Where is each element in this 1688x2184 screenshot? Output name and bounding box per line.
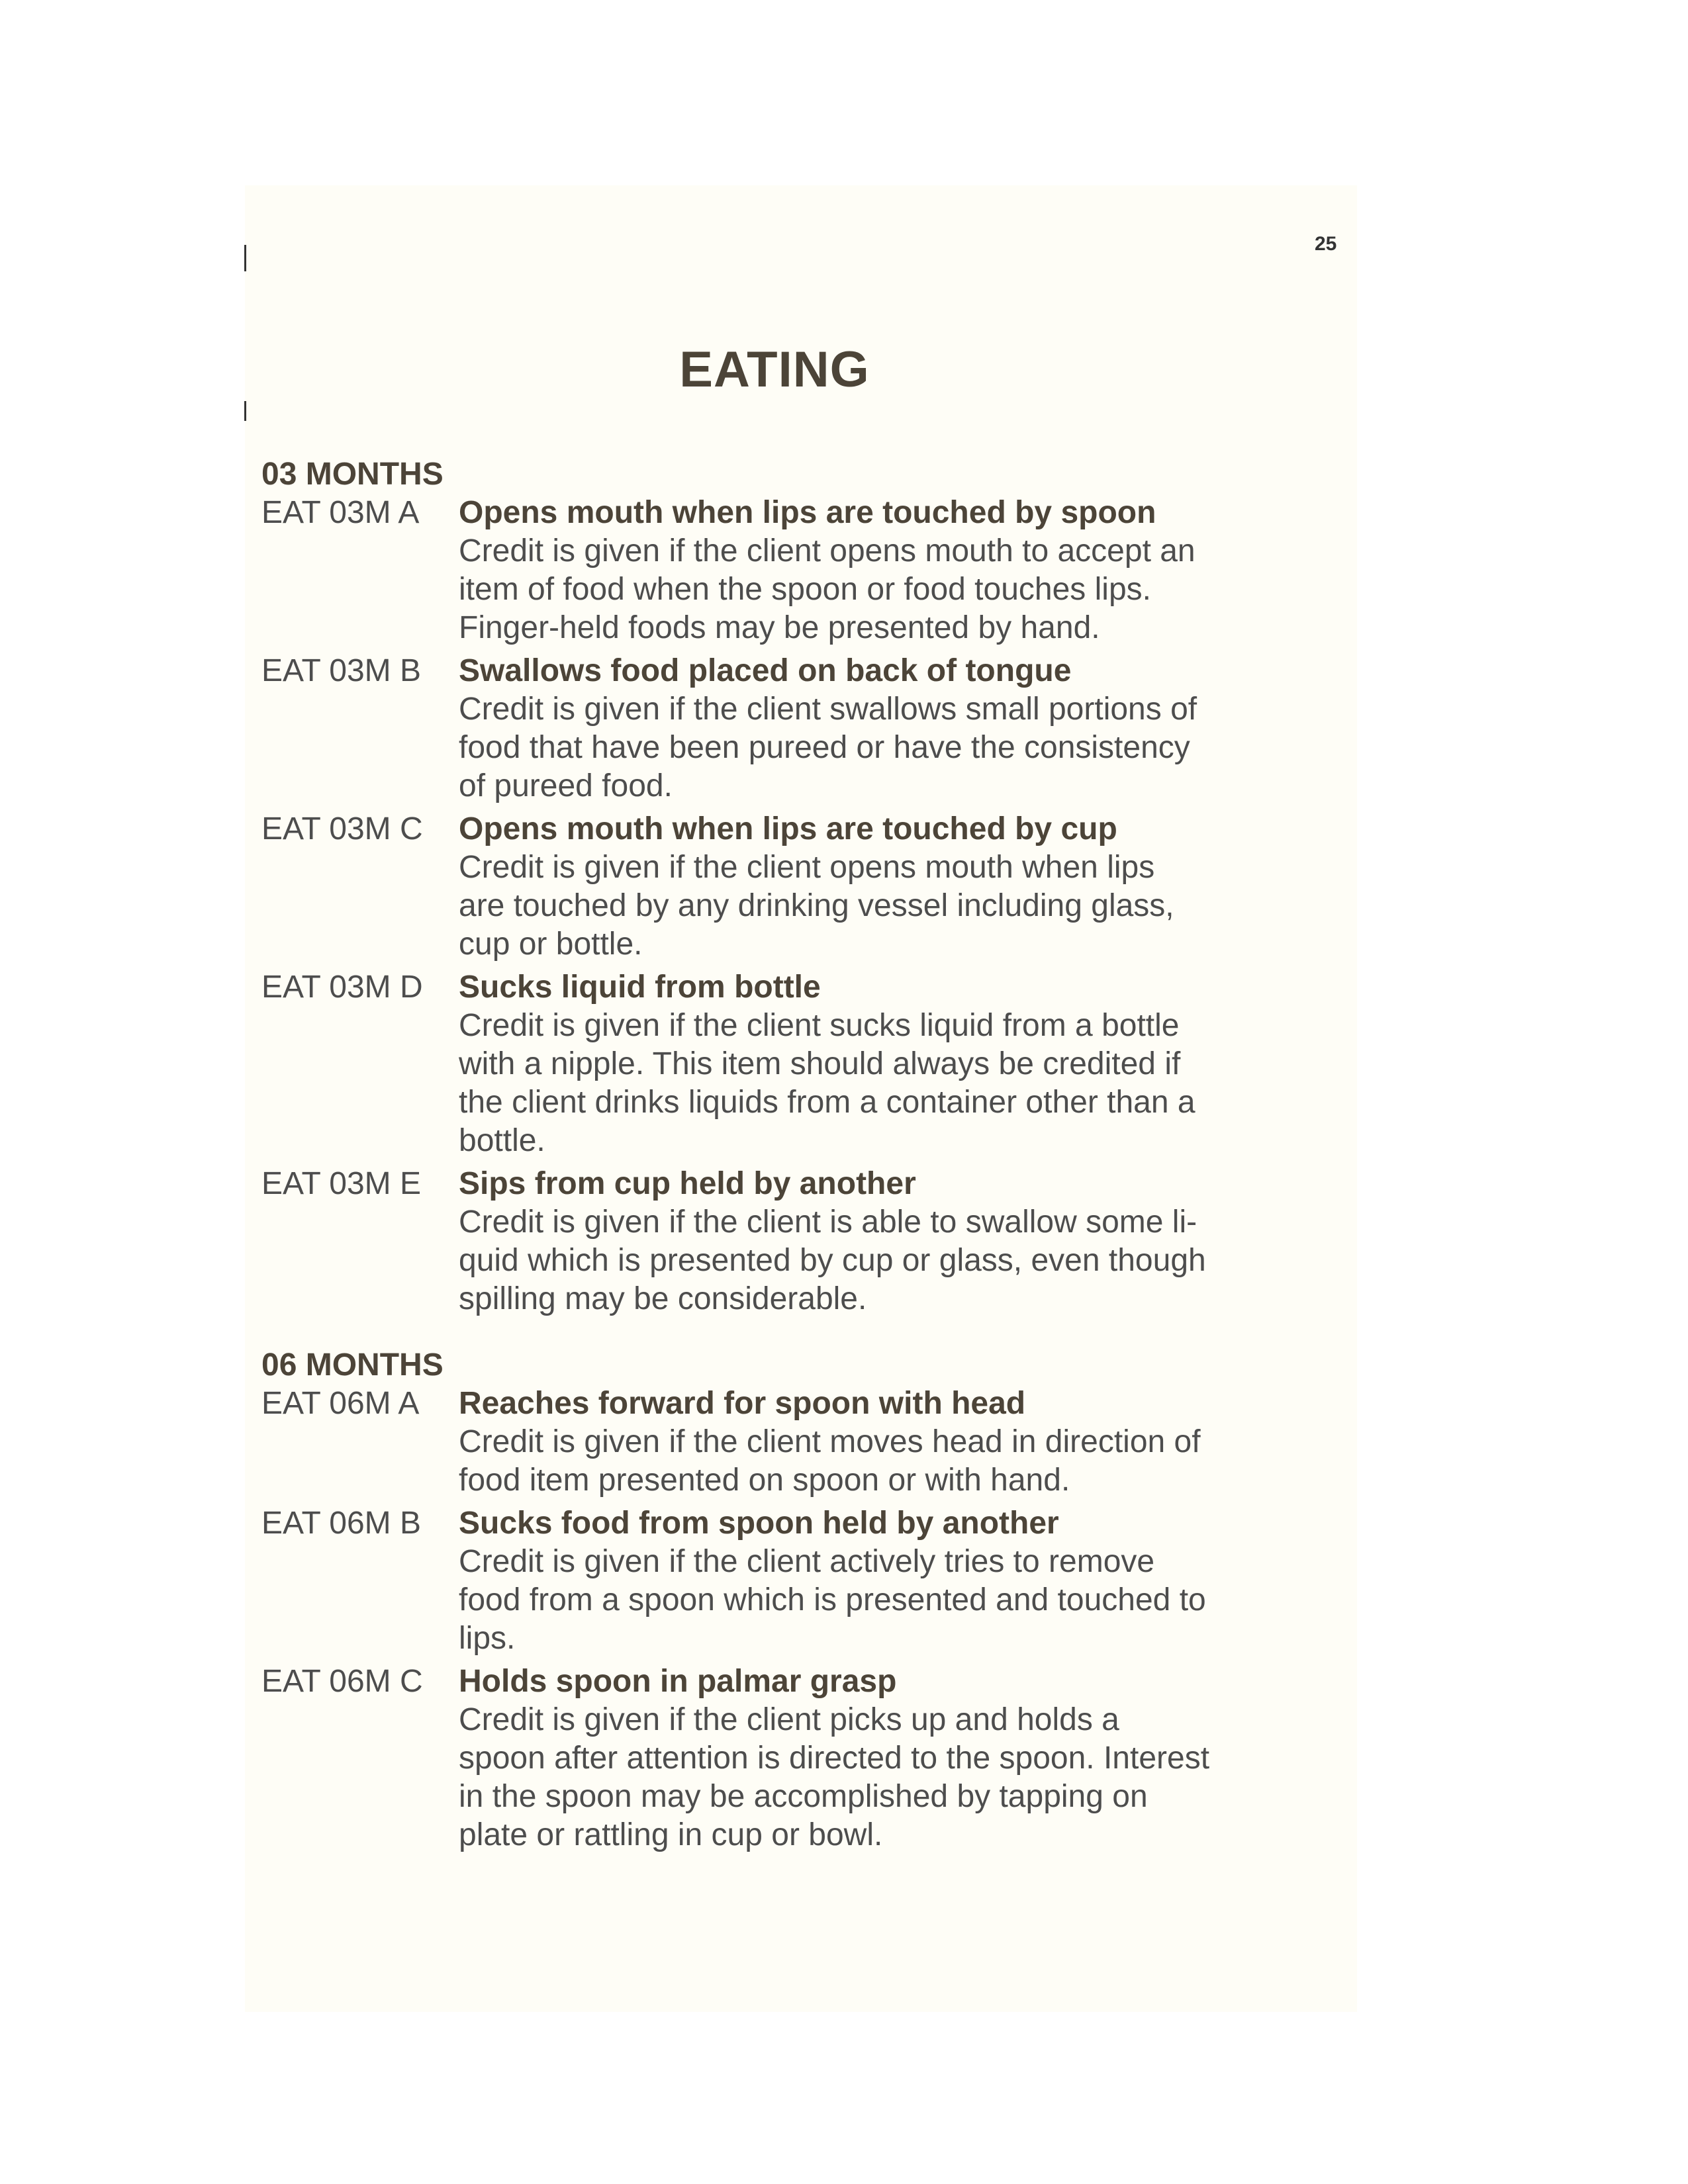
- item-title: Sips from cup held by another: [459, 1166, 916, 1201]
- item-body: [459, 652, 1294, 805]
- item-code: EAT 06M C: [261, 1664, 423, 1699]
- description-line: Credit is given if the client sucks liquid from a bottle: [459, 1008, 1180, 1043]
- description-line: cup or bottle.: [459, 927, 643, 962]
- item-body: [459, 1504, 1294, 1658]
- item-description: [459, 1007, 1294, 1160]
- description-line: food that have been pureed or have the consistency: [459, 730, 1190, 765]
- description-line: with a nipple. This item should always be credited if: [459, 1046, 1181, 1081]
- section-03-months: [261, 455, 1294, 1318]
- item-description: [459, 848, 1294, 964]
- item-body: [459, 494, 1294, 647]
- margin-mark-bottom: [244, 401, 246, 421]
- item-description: [459, 1423, 1294, 1500]
- item-body: [459, 1165, 1294, 1318]
- item-code: EAT 03M C: [261, 811, 423, 846]
- item-title: Opens mouth when lips are touched by cup: [459, 811, 1117, 846]
- item-code: EAT 03M A: [261, 495, 420, 530]
- item-title: Holds spoon in palmar grasp: [459, 1664, 897, 1699]
- item-description: [459, 1701, 1294, 1854]
- item-description: [459, 690, 1294, 805]
- item-eat-03m-b: [261, 652, 1294, 805]
- item-body: [459, 1662, 1294, 1854]
- description-line: in the spoon may be accomplished by tapping on: [459, 1779, 1148, 1814]
- item-code: EAT 03M D: [261, 970, 423, 1005]
- item-eat-06m-c: [261, 1662, 1294, 1854]
- item-eat-03m-a: [261, 494, 1294, 647]
- item-title: Swallows food placed on back of tongue: [459, 653, 1072, 688]
- description-line: the client drinks liquids from a container other than a: [459, 1085, 1196, 1120]
- item-title: Sucks food from spoon held by another: [459, 1506, 1059, 1541]
- section-06-months: [261, 1346, 1294, 1854]
- page-content: [261, 455, 1294, 1859]
- description-line: Credit is given if the client moves head in direction of: [459, 1424, 1201, 1459]
- margin-mark-top: [244, 245, 246, 271]
- description-line: Finger-held foods may be presented by hand.: [459, 610, 1100, 645]
- description-line: lips.: [459, 1621, 516, 1656]
- description-line: bottle.: [459, 1123, 545, 1158]
- description-line: item of food when the spoon or food touches lips.: [459, 572, 1151, 607]
- item-description: [459, 1203, 1294, 1318]
- item-eat-03m-e: [261, 1165, 1294, 1318]
- description-line: Credit is given if the client opens mouth when lips: [459, 850, 1155, 885]
- description-line: quid which is presented by cup or glass, even though: [459, 1243, 1206, 1278]
- item-eat-03m-c: [261, 810, 1294, 964]
- description-line: Credit is given if the client actively tries to remove: [459, 1544, 1155, 1579]
- item-eat-06m-a: [261, 1385, 1294, 1500]
- description-line: Credit is given if the client opens mouth to accept an: [459, 533, 1196, 569]
- item-eat-03m-d: [261, 968, 1294, 1160]
- item-eat-06m-b: [261, 1504, 1294, 1658]
- item-body: [459, 1385, 1294, 1500]
- description-line: food item presented on spoon or with hand.: [459, 1463, 1070, 1498]
- description-line: are touched by any drinking vessel including glass,: [459, 888, 1174, 923]
- item-body: [459, 968, 1294, 1160]
- description-line: of pureed food.: [459, 768, 673, 803]
- description-line: Credit is given if the client is able to swallow some li-: [459, 1205, 1197, 1240]
- description-line: Credit is given if the client picks up and holds a: [459, 1702, 1119, 1737]
- section-header: 03 MONTHS: [261, 457, 444, 492]
- description-line: spilling may be considerable.: [459, 1281, 867, 1316]
- description-line: food from a spoon which is presented and touched to: [459, 1582, 1206, 1617]
- item-description: [459, 532, 1294, 647]
- item-description: [459, 1543, 1294, 1658]
- description-line: Credit is given if the client swallows small portions of: [459, 692, 1197, 727]
- item-title: Reaches forward for spoon with head: [459, 1386, 1026, 1421]
- item-title: Opens mouth when lips are touched by spoon: [459, 495, 1156, 530]
- page-title: EATING: [679, 341, 870, 398]
- item-code: EAT 03M E: [261, 1166, 421, 1201]
- description-line: spoon after attention is directed to the spoon. Interest: [459, 1741, 1210, 1776]
- item-code: EAT 06M A: [261, 1386, 420, 1421]
- page-number: 25: [1315, 233, 1337, 255]
- description-line: plate or rattling in cup or bowl.: [459, 1817, 883, 1852]
- item-code: EAT 06M B: [261, 1506, 421, 1541]
- item-code: EAT 03M B: [261, 653, 421, 688]
- item-title: Sucks liquid from bottle: [459, 970, 821, 1005]
- item-body: [459, 810, 1294, 964]
- section-header: 06 MONTHS: [261, 1347, 444, 1383]
